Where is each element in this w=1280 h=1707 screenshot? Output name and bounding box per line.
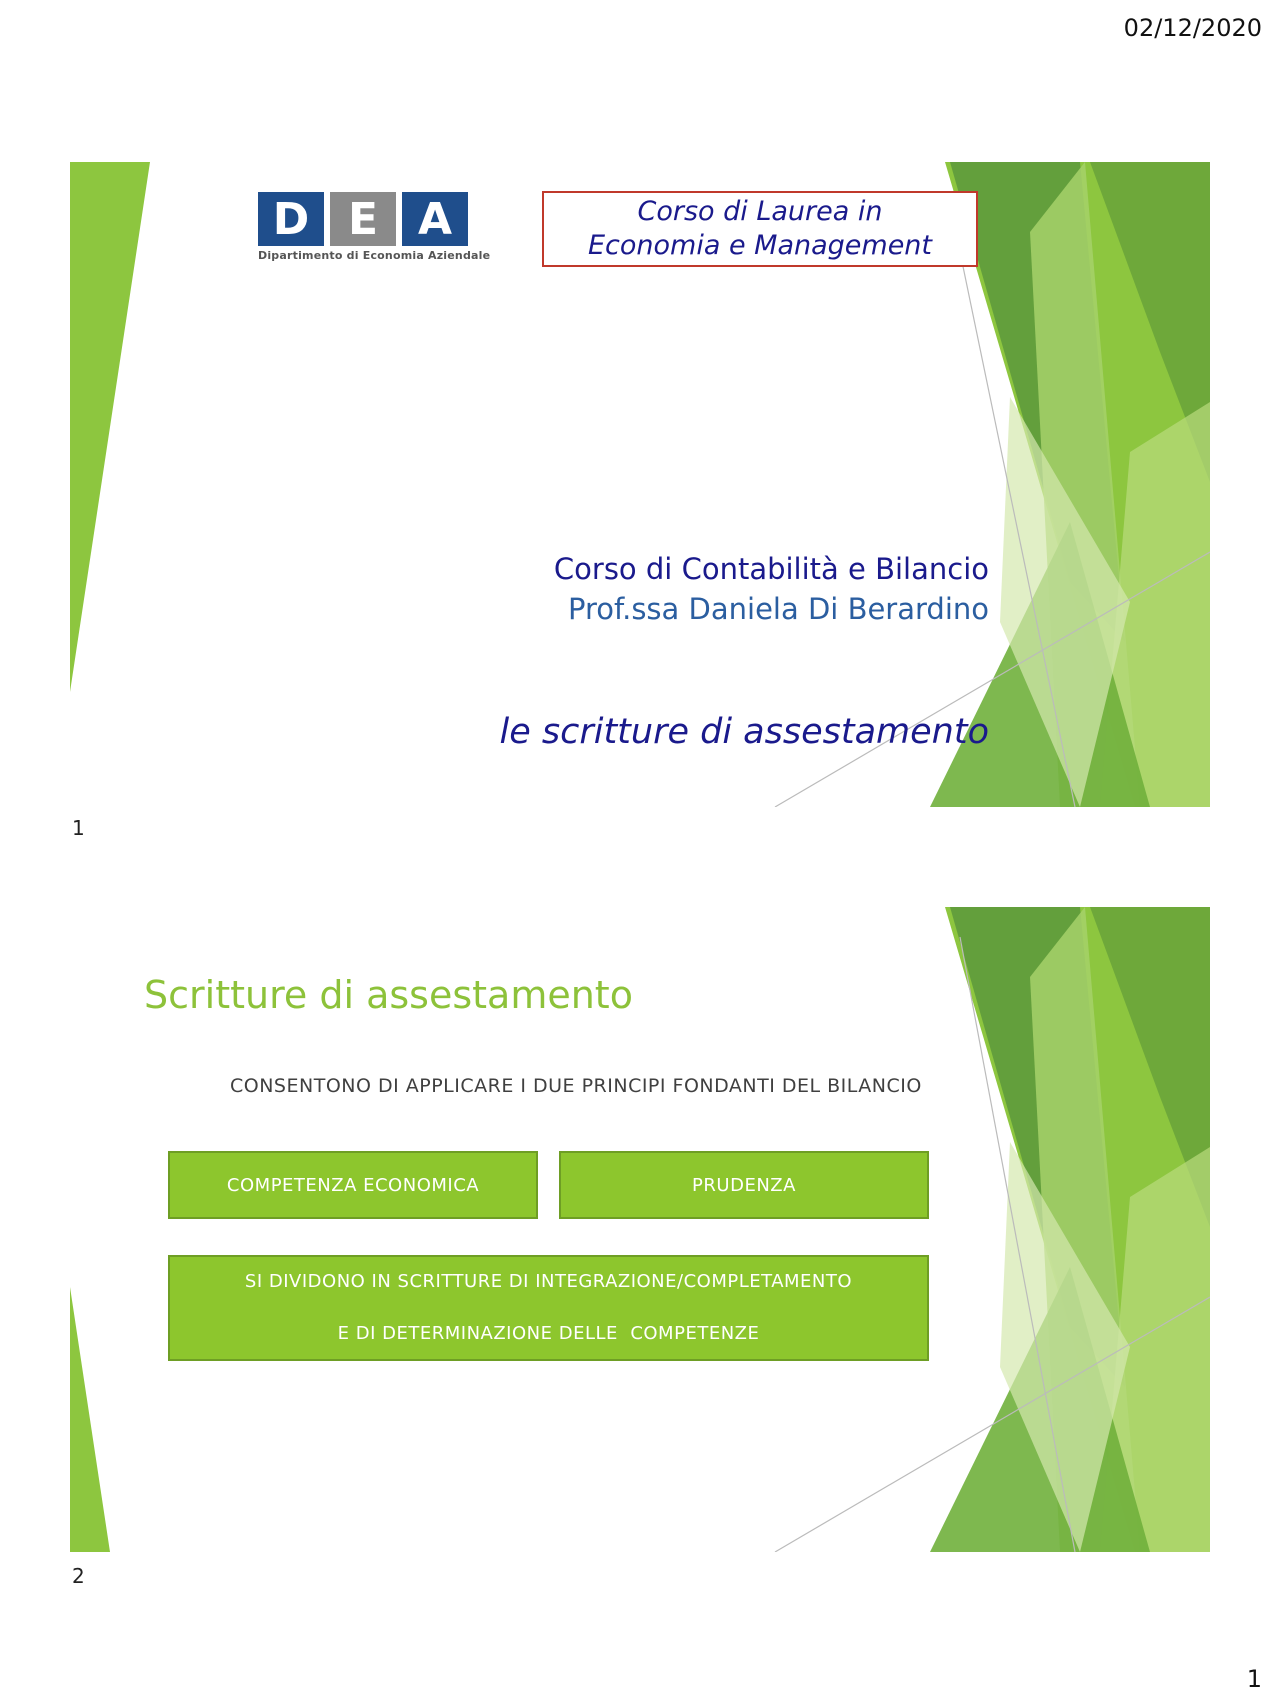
slide-2: [70, 907, 1210, 1552]
slide-subtitle: CONSENTONO DI APPLICARE I DUE PRINCIPI FONDANTI DEL BILANCIO: [230, 1075, 922, 1097]
division-box: [168, 1255, 929, 1361]
division-line-1: SI DIVIDONO IN SCRITTURE DI INTEGRAZIONE/COMPLETAMENTO: [244, 1271, 853, 1292]
professor-name: Prof.ssa Daniela Di Berardino: [568, 592, 989, 626]
page-number: 1: [1246, 1665, 1262, 1693]
slide-number: 1: [72, 816, 85, 840]
degree-course-box: [542, 191, 978, 267]
division-line-2: E DI DETERMINAZIONE DELLE COMPETENZE: [337, 1323, 760, 1344]
page-date: 02/12/2020: [1123, 14, 1262, 42]
logo-caption: Dipartimento di Economia Aziendale: [258, 249, 491, 262]
competenza-economica-box: [168, 1151, 538, 1219]
dea-logo: [258, 192, 491, 262]
slide-1: [70, 162, 1210, 807]
box-label: PRUDENZA: [692, 1174, 796, 1196]
logo-letter-a: A: [402, 192, 468, 246]
degree-course-line-1: Corso di Laurea in: [637, 196, 883, 227]
logo-letter-e: E: [330, 192, 396, 246]
course-title: Corso di Contabilità e Bilancio: [553, 552, 989, 586]
prudenza-box: [559, 1151, 929, 1219]
degree-course-line-2: Economia e Management: [587, 230, 933, 261]
box-label: COMPETENZA ECONOMICA: [226, 1174, 480, 1196]
lecture-topic: le scritture di assestamento: [499, 712, 989, 752]
slide-number: 2: [72, 1564, 85, 1588]
logo-letter-d: D: [258, 192, 324, 246]
slide-title: Scritture di assestamento: [144, 973, 633, 1017]
